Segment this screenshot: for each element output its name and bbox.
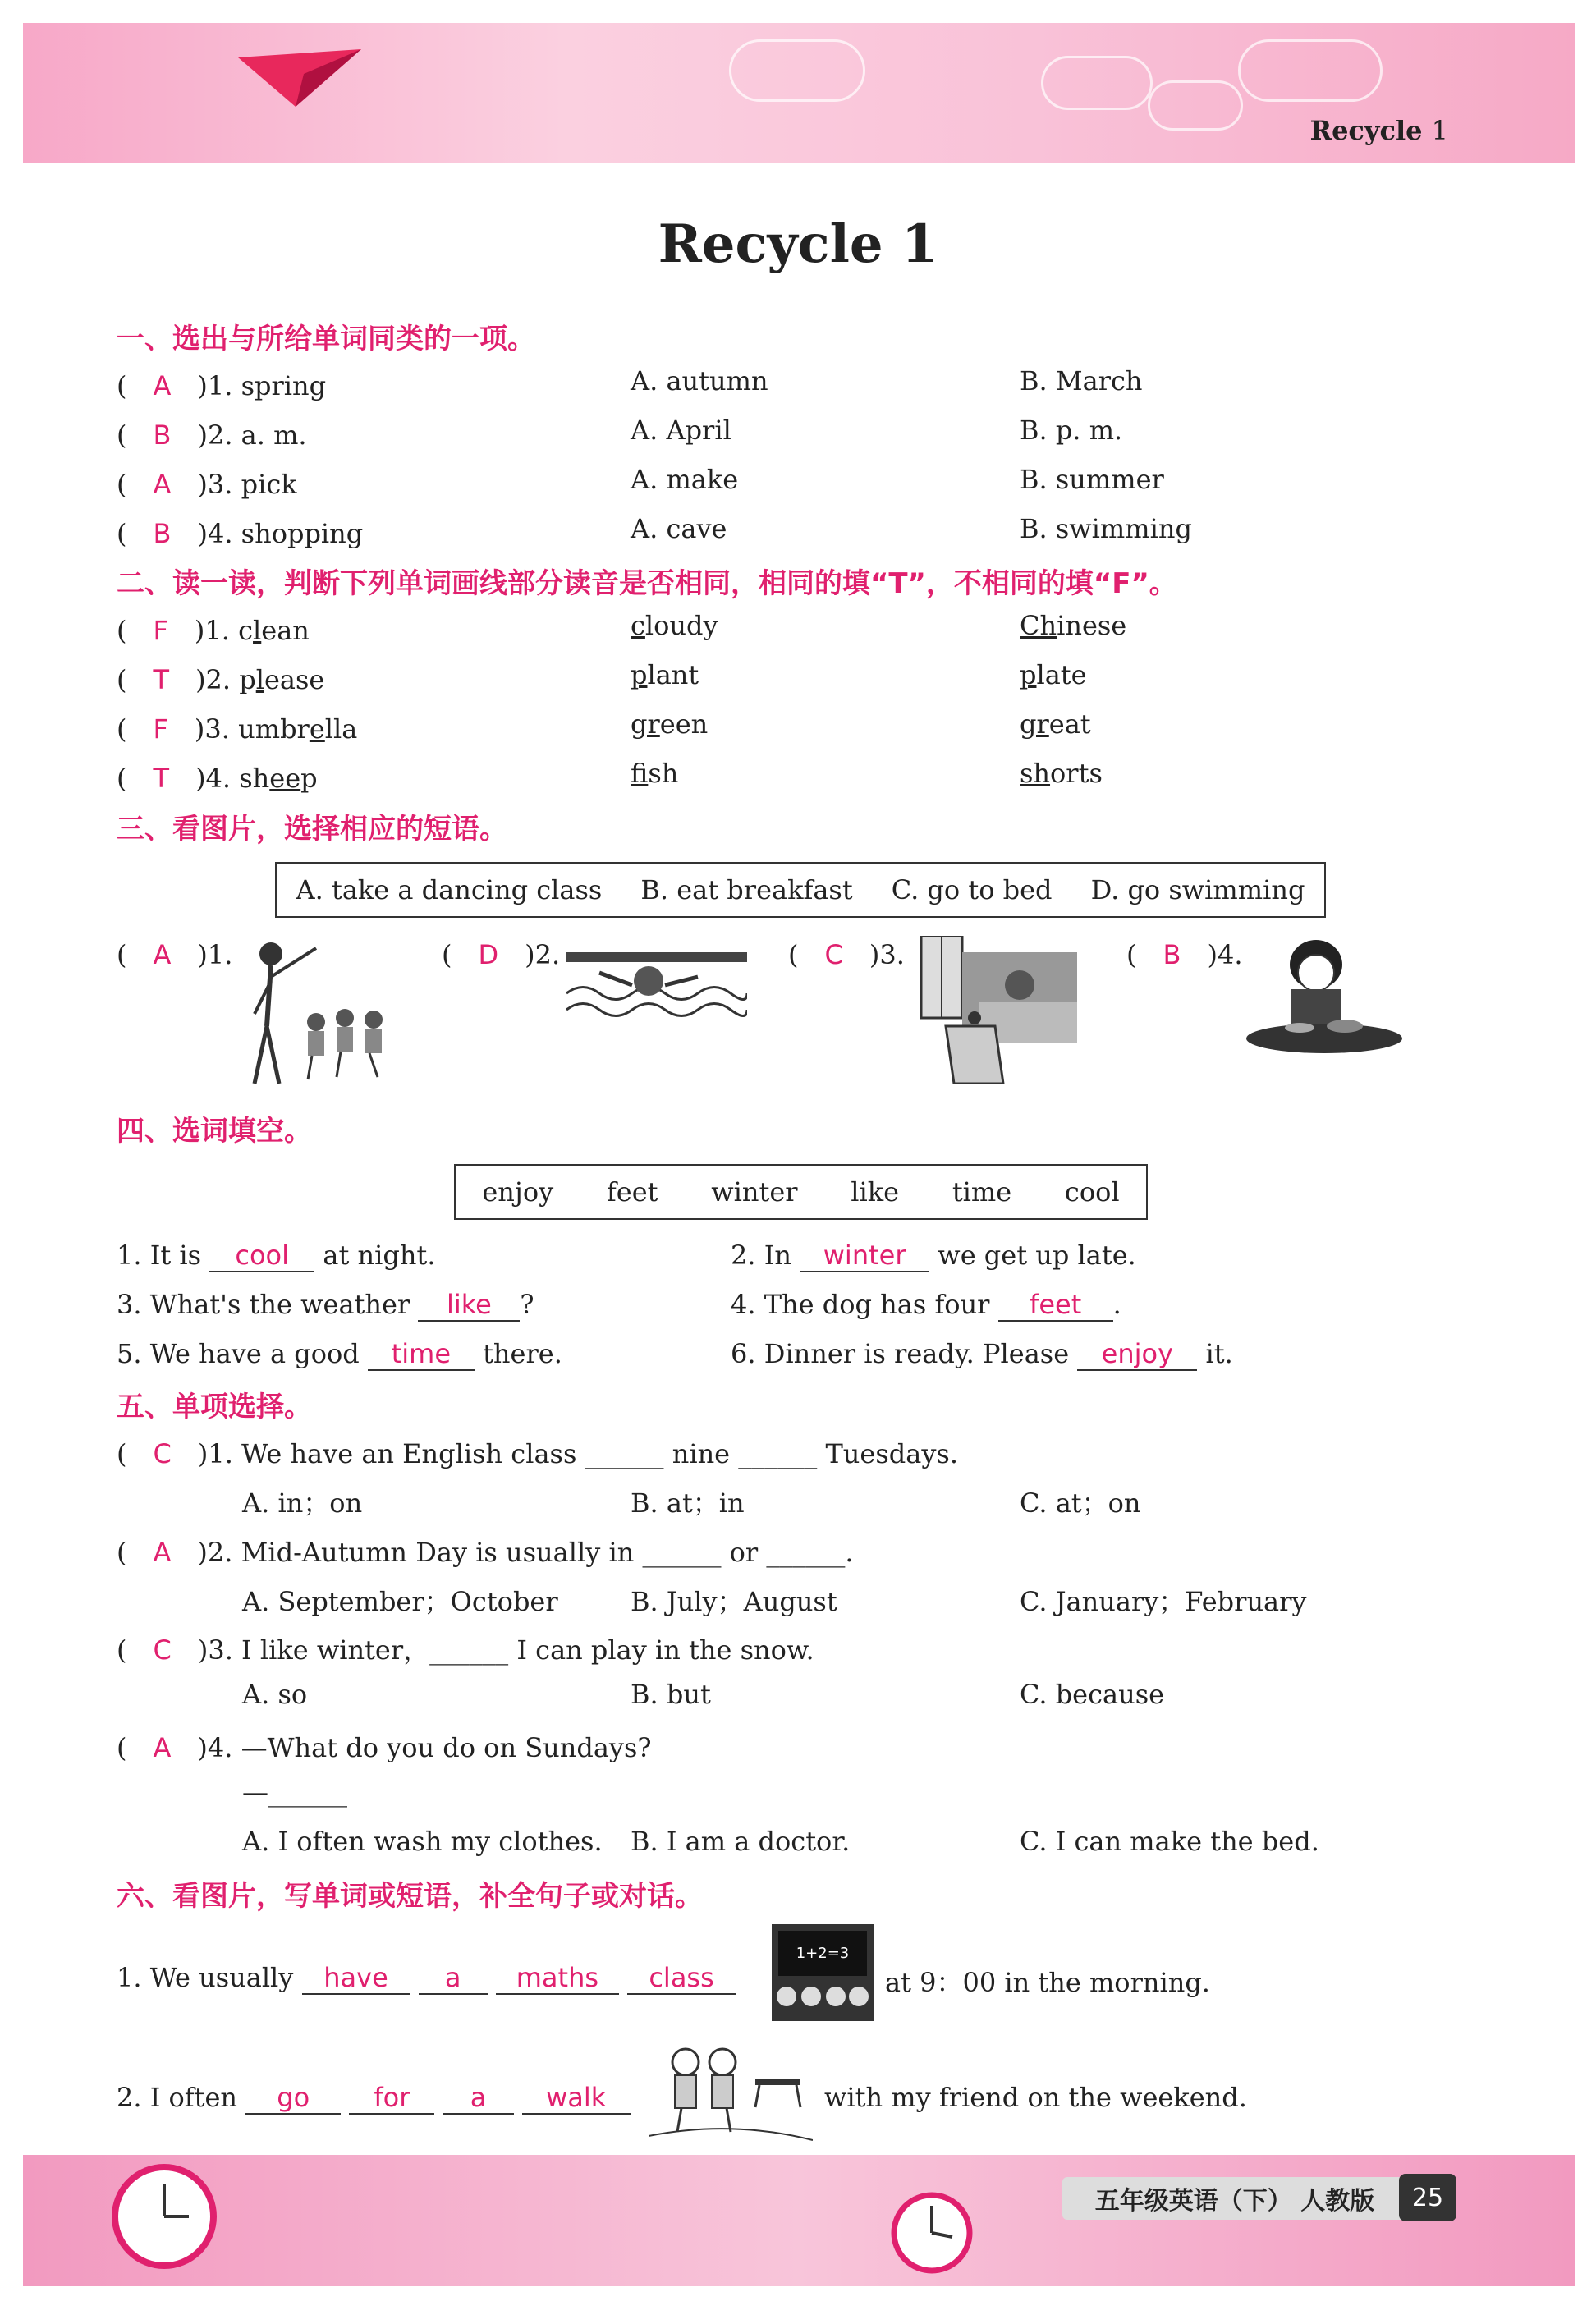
section-3-heading: 三、看图片，选择相应的短语。 [117,813,507,846]
option-a: A. make [631,464,739,495]
fill-blank-item: 3. What's the weather like ? [117,1289,534,1320]
clock-icon [887,2188,977,2278]
answer-blank: time [368,1338,475,1371]
grade-label: 五年级英语（下） 人教版 [1062,2177,1407,2220]
students-icon [772,1978,874,2021]
page-title: Recycle 1 [658,213,938,275]
word-bank-item: like [851,1176,900,1208]
word-bank-item: feet [606,1176,658,1208]
running-header: Recycle 1 [1309,115,1448,146]
list-item: ( C )1. We have an English class ______ nine ______ Tuesdays. [117,1438,958,1469]
answer-blank: cool [209,1240,314,1272]
compare-word: Chinese [1020,610,1127,641]
option-b: B. but [631,1679,711,1710]
bedtime-illustration [913,936,1077,1084]
list-item: ( A )3. pick [117,469,297,500]
list-item: ( A )4. —What do you do on Sundays? [117,1732,652,1763]
swimming-illustration [566,936,747,1026]
option-b: B. at；in [631,1487,745,1519]
option-b: B. p. m. [1020,415,1123,446]
list-item: ( C )3. I like winter，______ I can play in the snow. [117,1634,814,1666]
phrase-option: D. go swimming [1090,874,1305,905]
list-item: ( B )2. a. m. [117,419,307,451]
option-c: C. I can make the bed. [1020,1826,1319,1857]
option-b: B. I am a doctor. [631,1826,851,1857]
option-a: A. cave [631,513,727,544]
list-item: ( F )1. clean [117,615,310,646]
breakfast-illustration [1246,936,1402,1059]
fill-blank-item: 1. We usually have a maths class [117,1962,736,1995]
list-item: ( T )4. sheep [117,763,318,794]
option-c: C. January；February [1020,1586,1307,1617]
compare-word: cloudy [631,610,718,641]
section-2-heading: 二、读一读，判断下列单词画线部分读音是否相同，相同的填“T”，不相同的填“F”。 [117,567,1177,600]
answer-blank: like [418,1289,520,1322]
phrase-options-box [275,862,1326,918]
answer-blank: go [245,2082,341,2115]
compare-word: plant [631,659,699,690]
page-number: 25 [1399,2174,1456,2221]
phrase-option: C. go to bed [891,874,1053,905]
compare-word: plate [1020,659,1087,690]
option-b: B. summer [1020,464,1164,495]
fill-blank-item: 1. It is cool at night. [117,1240,436,1271]
compare-word: shorts [1020,758,1103,789]
answer-blank: maths [496,1962,619,1995]
blackboard: 1+2=3 [778,1931,867,1976]
answer-blank: class [627,1962,736,1995]
option-a: A. April [631,415,732,446]
dancing-class-illustration [238,936,402,1092]
section-6-heading: 六、看图片，写单词或短语，补全句子或对话。 [117,1880,703,1913]
word-bank-item: enjoy [482,1176,554,1208]
fill-blank-item: 2. In winter we get up late. [731,1240,1136,1271]
fill-blank-item: 2. I often go for a walk [117,2082,631,2115]
walking-illustration [649,2037,813,2144]
fill-blank-item: 5. We have a good time there. [117,1338,562,1369]
option-c: C. because [1020,1679,1165,1710]
word-bank-item: time [952,1176,1012,1208]
fill-blank-item: 4. The dog has four feet . [731,1289,1121,1320]
dialog-reply: —______ [242,1776,347,1808]
list-item: ( A )1. spring [117,370,327,401]
list-item: ( B )4. shopping [117,518,364,549]
answer-blank: have [302,1962,410,1995]
section-5-heading: 五、单项选择。 [117,1391,312,1423]
footer-banner [23,2155,1575,2286]
answer-blank: enjoy [1077,1338,1197,1371]
list-item: ( F )3. umbrella [117,713,358,745]
sentence-end: with my friend on the weekend. [824,2082,1247,2113]
word-bank-item: cool [1064,1176,1120,1208]
option-a: A. September；October [242,1586,558,1617]
option-b: B. swimming [1020,513,1192,544]
compare-word: great [1020,708,1091,740]
list-item: ( D )2. [442,939,561,970]
option-b: B. July；August [631,1586,837,1617]
classroom-illustration [772,1924,874,2021]
clock-icon [107,2159,222,2274]
section-1-heading: 一、选出与所给单词同类的一项。 [117,323,535,355]
answer-blank: walk [522,2082,631,2115]
answer-blank: for [349,2082,434,2115]
list-item: ( A )2. Mid-Autumn Day is usually in ______ or ______. [117,1537,854,1568]
paper-plane-icon [238,41,369,115]
fill-blank-item: 6. Dinner is ready. Please enjoy it. [731,1338,1233,1369]
option-a: A. autumn [631,365,768,396]
sentence-end: at 9：00 in the morning. [885,1967,1210,1998]
list-item: ( B )4. [1126,939,1243,970]
compare-word: green [631,708,709,740]
answer-blank: a [419,1962,488,1995]
option-b: B. March [1020,365,1143,396]
list-item: ( A )1. [117,939,233,970]
section-4-heading: 四、选词填空。 [117,1115,312,1148]
phrase-option: B. eat breakfast [640,874,853,905]
option-a: A. I often wash my clothes. [242,1826,603,1857]
list-item: ( C )3. [788,939,905,970]
answer-blank: a [443,2082,514,2115]
word-bank-item: winter [711,1176,798,1208]
list-item: ( T )2. please [117,664,325,695]
answer-blank: feet [998,1289,1113,1322]
compare-word: fish [631,758,679,789]
phrase-option: A. take a dancing class [296,874,603,905]
answer-blank: winter [800,1240,929,1272]
option-c: C. at；on [1020,1487,1141,1519]
option-a: A. so [242,1679,308,1710]
word-bank-box [454,1164,1148,1220]
option-a: A. in；on [242,1487,363,1519]
